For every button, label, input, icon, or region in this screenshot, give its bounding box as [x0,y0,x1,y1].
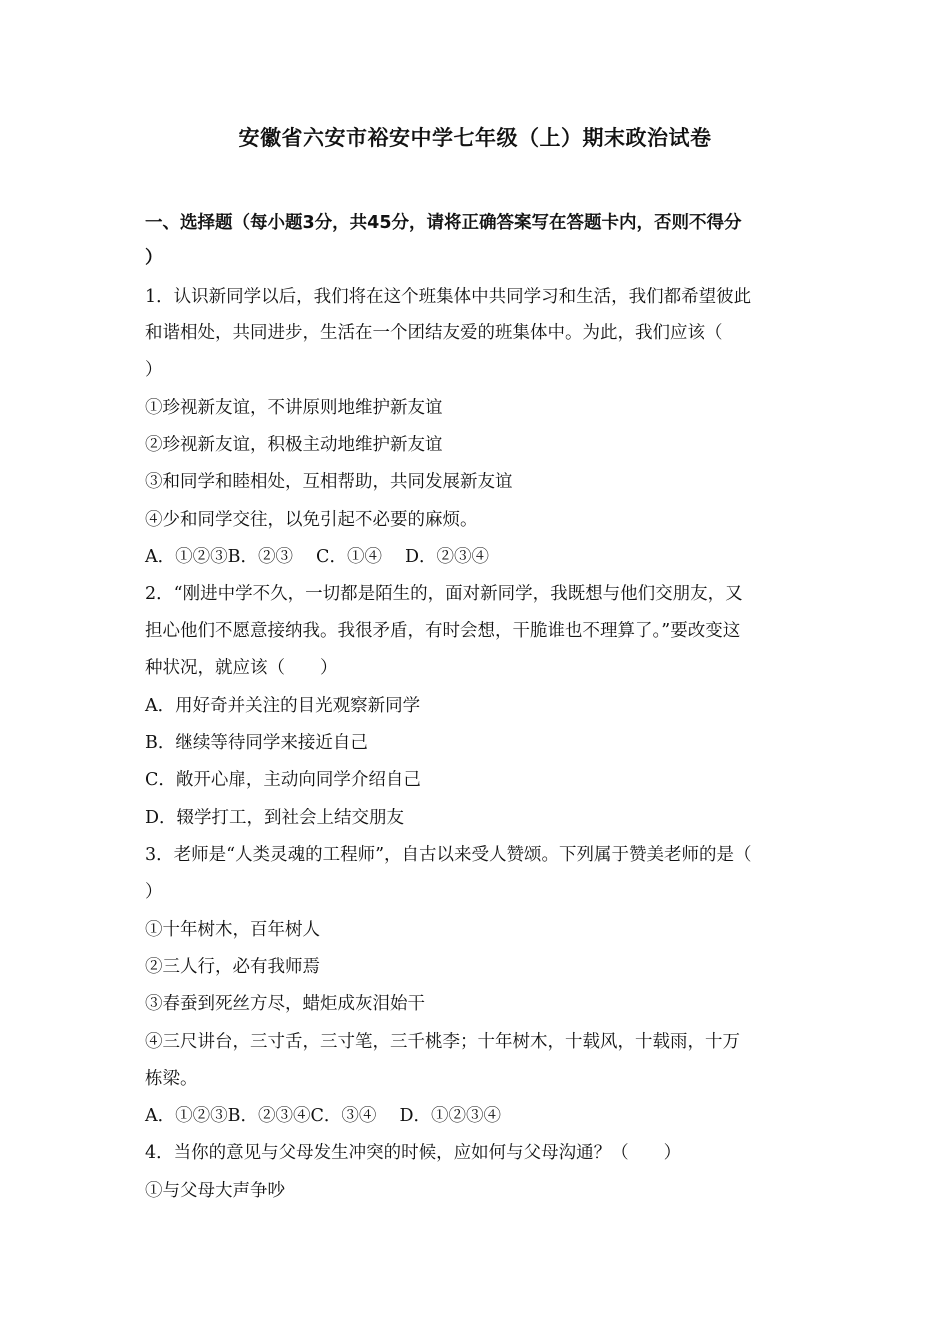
question-4-item: ①与父母大声争吵 [145,1181,285,1201]
question-3-options: A．①②③B．②③④C．③④ D．①②③④ [145,1106,501,1126]
question-2-option: D．辍学打工，到社会上结交朋友 [145,808,405,828]
question-3-item: ③春蚕到死丝方尽，蜡炬成灰泪始干 [145,994,425,1014]
question-3-stem: ） [145,882,163,902]
question-1-options: A．①②③B．②③ C．①④ D．②③④ [145,547,490,567]
question-1-item: ②珍视新友谊，积极主动地维护新友谊 [145,435,443,455]
question-2-option: A．用好奇并关注的目光观察新同学 [145,696,421,716]
question-1-stem: ） [145,360,163,380]
question-3-stem: 3．老师是“人类灵魂的工程师”，自古以来受人赞颂。下列属于赞美老师的是（ [145,845,752,865]
question-2-stem: 2．“刚进中学不久，一切都是陌生的，面对新同学，我既想与他们交朋友，又 [145,584,743,604]
section-heading: 一、选择题（每小题3分，共45分，请将正确答案写在答题卡内，否则不得分 [145,213,742,233]
question-1-stem: 1．认识新同学以后，我们将在这个班集体中共同学习和生活，我们都希望彼此 [145,287,752,307]
question-1-stem: 和谐相处，共同进步，生活在一个团结友爱的班集体中。为此，我们应该（ [145,323,723,343]
question-4-stem: 4．当你的意见与父母发生冲突的时候，应如何与父母沟通？（ ） [145,1143,682,1163]
question-2-stem: 种状况，就应该（ ） [145,658,338,678]
question-2-option: B．继续等待同学来接近自己 [145,733,368,753]
page-title: 安徽省六安市裕安中学七年级（上）期末政治试卷 [238,126,712,150]
section-heading-continued: ） [145,248,163,268]
question-1-item: ③和同学和睦相处，互相帮助，共同发展新友谊 [145,472,513,492]
question-1-item: ①珍视新友谊，不讲原则地维护新友谊 [145,398,443,418]
question-3-item: 栋梁。 [145,1069,198,1089]
question-3-item: ②三人行，必有我师焉 [145,957,320,977]
question-2-option: C．敞开心扉，主动向同学介绍自己 [145,770,421,790]
question-2-stem: 担心他们不愿意接纳我。我很矛盾，有时会想，干脆谁也不理算了。”要改变这 [145,621,741,641]
question-3-item: ①十年树木，百年树人 [145,920,320,940]
question-1-item: ④少和同学交往，以免引起不必要的麻烦。 [145,510,478,530]
question-3-item: ④三尺讲台，三寸舌，三寸笔，三千桃李；十年树木，十载风，十载雨，十万 [145,1032,740,1052]
